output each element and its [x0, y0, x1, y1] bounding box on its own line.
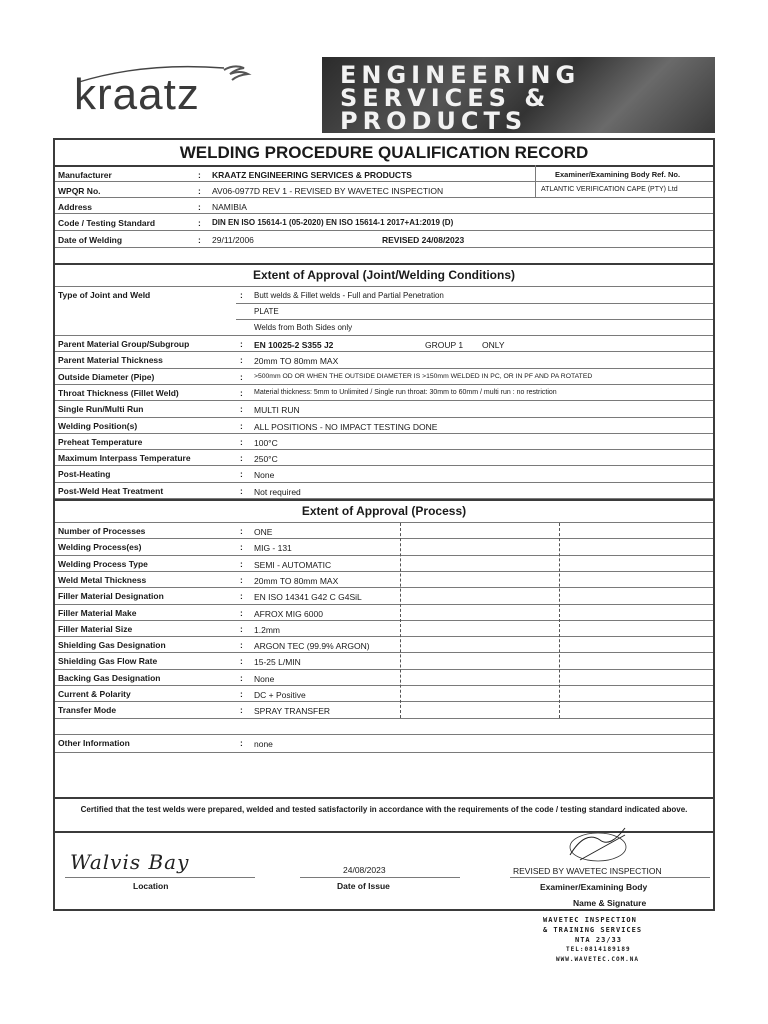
location-signature: Walvis Bay [70, 850, 190, 874]
colon: : [240, 640, 243, 651]
stamp-line-2: & TRAINING SERVICES [543, 926, 643, 934]
row-label: Shielding Gas Designation [58, 640, 166, 651]
other-info-value: none [254, 739, 273, 749]
colon: : [240, 339, 243, 349]
row-label: Filler Material Designation [58, 591, 164, 602]
row-label: Preheat Temperature [58, 436, 143, 447]
row-value: ONE [254, 527, 273, 537]
manufacturer-label: Manufacturer [58, 170, 112, 180]
examiner-ref-value: ATLANTIC VERIFICATION CAPE (PTY) Ltd [541, 186, 678, 193]
row-label: Outside Diameter (Pipe) [58, 371, 155, 382]
row-label: Welding Position(s) [58, 420, 138, 431]
row-label: Welding Process Type [58, 558, 148, 569]
location-label: Location [133, 881, 169, 891]
row-value: 1.2mm [254, 624, 280, 635]
wpqr-value: AV06-0977D REV 1 - REVISED BY WAVETEC INSPECTION [212, 186, 444, 196]
row-label: Backing Gas Designation [58, 672, 161, 683]
wpqr-label: WPQR No. [58, 186, 101, 196]
section-process-title: Extent of Approval (Process) [301, 504, 467, 518]
colon: : [240, 387, 243, 398]
row-label: Filler Material Size [58, 623, 133, 634]
revised-note: REVISED 24/08/2023 [382, 235, 465, 245]
examiner-label: Examiner/Examining Body [540, 882, 648, 892]
row-value: AFROX MIG 6000 [254, 608, 323, 619]
row-value: 100°C [254, 437, 278, 448]
colon: : [240, 453, 243, 464]
row-label: Post-Heating [58, 469, 111, 480]
colon: : [240, 574, 243, 585]
row-value: None [254, 673, 275, 684]
colon: : [240, 404, 243, 415]
section-joint-title: Extent of Approval (Joint/Welding Conditions) [253, 268, 515, 282]
colon: : [240, 485, 243, 496]
address-label: Address [58, 202, 93, 212]
stamp-line-1: WAVETEC INSPECTION [543, 916, 637, 924]
row-label: Weld Metal Thickness [58, 574, 147, 585]
code-standard-value: DIN EN ISO 15614-1 (05-2020) EN ISO 15614-1 2017+A1:2019 (D) [212, 218, 454, 227]
colon: : [240, 607, 243, 618]
examiner-ref-label: Examiner/Examining Body Ref. No. [555, 170, 681, 179]
type-of-joint-value-1: Butt welds & Fillet welds - Full and Partial Penetration [254, 291, 444, 300]
row-value: >500mm OD OR WHEN THE OUTSIDE DIAMETER IS >150mm WELDED IN PC, OR IN PF AND PA ROTATED [254, 372, 593, 380]
colon: : [240, 705, 243, 716]
row-label: Number of Processes [58, 526, 146, 536]
row-label: Shielding Gas Flow Rate [58, 656, 158, 667]
row-label: Filler Material Make [58, 607, 137, 618]
colon: : [240, 436, 243, 447]
row-value: None [254, 470, 275, 481]
row-label: Single Run/Multi Run [58, 404, 144, 415]
row-label: Maximum Interpass Temperature [58, 453, 191, 464]
type-of-joint-value-2: PLATE [254, 307, 279, 316]
company-banner [322, 57, 715, 133]
row-label: Transfer Mode [58, 705, 117, 716]
row-value: SEMI - AUTOMATIC [254, 559, 332, 570]
form-frame [53, 138, 715, 911]
banner-line-2: SERVICES & [340, 84, 551, 112]
banner-line-1: ENGINEERING [340, 61, 581, 89]
row-label: Parent Material Thickness [58, 355, 163, 366]
colon: : [198, 170, 201, 180]
colon: : [240, 689, 243, 699]
colon: : [240, 526, 243, 536]
name-signature-label: Name & Signature [573, 898, 647, 908]
date-of-welding-value: 29/11/2006 [212, 235, 254, 245]
row-value: ARGON TEC (99.9% ARGON) [254, 641, 370, 652]
colon: : [198, 202, 201, 212]
colon: : [240, 672, 243, 683]
banner-line-3: PRODUCTS [340, 107, 528, 133]
company-logo: kraatz [74, 70, 200, 119]
row-value: MULTI RUN [254, 405, 300, 416]
colon: : [240, 542, 243, 553]
row-value: EN 10025-2 S355 J2 [254, 340, 334, 350]
row-value: Not required [254, 486, 301, 497]
row-value: 20mm TO 80mm MAX [254, 356, 339, 367]
manufacturer-value: KRAATZ ENGINEERING SERVICES & PRODUCTS [212, 170, 412, 180]
group-value: GROUP 1 ONLY [425, 340, 505, 350]
examiner-signature [560, 825, 640, 870]
row-value: 250°C [254, 454, 278, 465]
type-of-joint-value-3: Welds from Both Sides only [254, 323, 353, 332]
stamp-line-3: NTA 23/33 [575, 936, 622, 944]
colon: : [240, 656, 243, 667]
address-value: NAMIBIA [212, 202, 247, 212]
row-value: EN ISO 14341 G42 C G4SiL [254, 592, 362, 603]
row-label: Parent Material Group/Subgroup [58, 339, 190, 349]
stamp-line-4: TEL:0814189189 [566, 946, 631, 953]
stamp-line-5: WWW.WAVETEC.COM.NA [556, 956, 640, 963]
colon: : [198, 218, 201, 228]
date-of-issue-label: Date of Issue [337, 881, 390, 891]
colon: : [240, 591, 243, 602]
colon: : [240, 420, 243, 431]
other-info-label: Other Information [58, 738, 130, 748]
certification-statement: Certified that the test welds were prepared, welded and tested satisfactorily in accordance with the requirements of the code / testing standard indicated above. [80, 805, 688, 814]
colon: : [240, 355, 243, 366]
row-label: Welding Process(es) [58, 542, 142, 553]
type-of-joint-label: Type of Joint and Weld [58, 290, 151, 300]
examiner-value: REVISED BY WAVETEC INSPECTION [513, 866, 662, 876]
row-value: DC + Positive [254, 690, 306, 700]
row-value: 20mm TO 80mm MAX [254, 575, 339, 586]
code-standard-label: Code / Testing Standard [58, 218, 156, 228]
form-title: WELDING PROCEDURE QUALIFICATION RECORD [179, 143, 589, 162]
colon: : [198, 235, 201, 245]
row-label: Current & Polarity [58, 689, 131, 699]
row-label: Throat Thickness (Fillet Weld) [58, 387, 179, 398]
colon: : [240, 558, 243, 569]
colon: : [240, 623, 243, 634]
row-value: Material thickness: 5mm to Unlimited / Single run throat: 30mm to 60mm / multi run : no restriction [254, 388, 557, 396]
row-value: SPRAY TRANSFER [254, 706, 331, 717]
row-value: ALL POSITIONS - NO IMPACT TESTING DONE [254, 421, 438, 432]
date-of-welding-label: Date of Welding [58, 235, 123, 245]
colon: : [198, 186, 201, 196]
row-label: Post-Weld Heat Treatment [58, 485, 164, 496]
row-value: MIG - 131 [254, 543, 292, 554]
colon: : [240, 371, 243, 382]
row-value: 15-25 L/MIN [254, 657, 301, 668]
date-of-issue-value: 24/08/2023 [343, 865, 386, 875]
colon: : [240, 469, 243, 480]
